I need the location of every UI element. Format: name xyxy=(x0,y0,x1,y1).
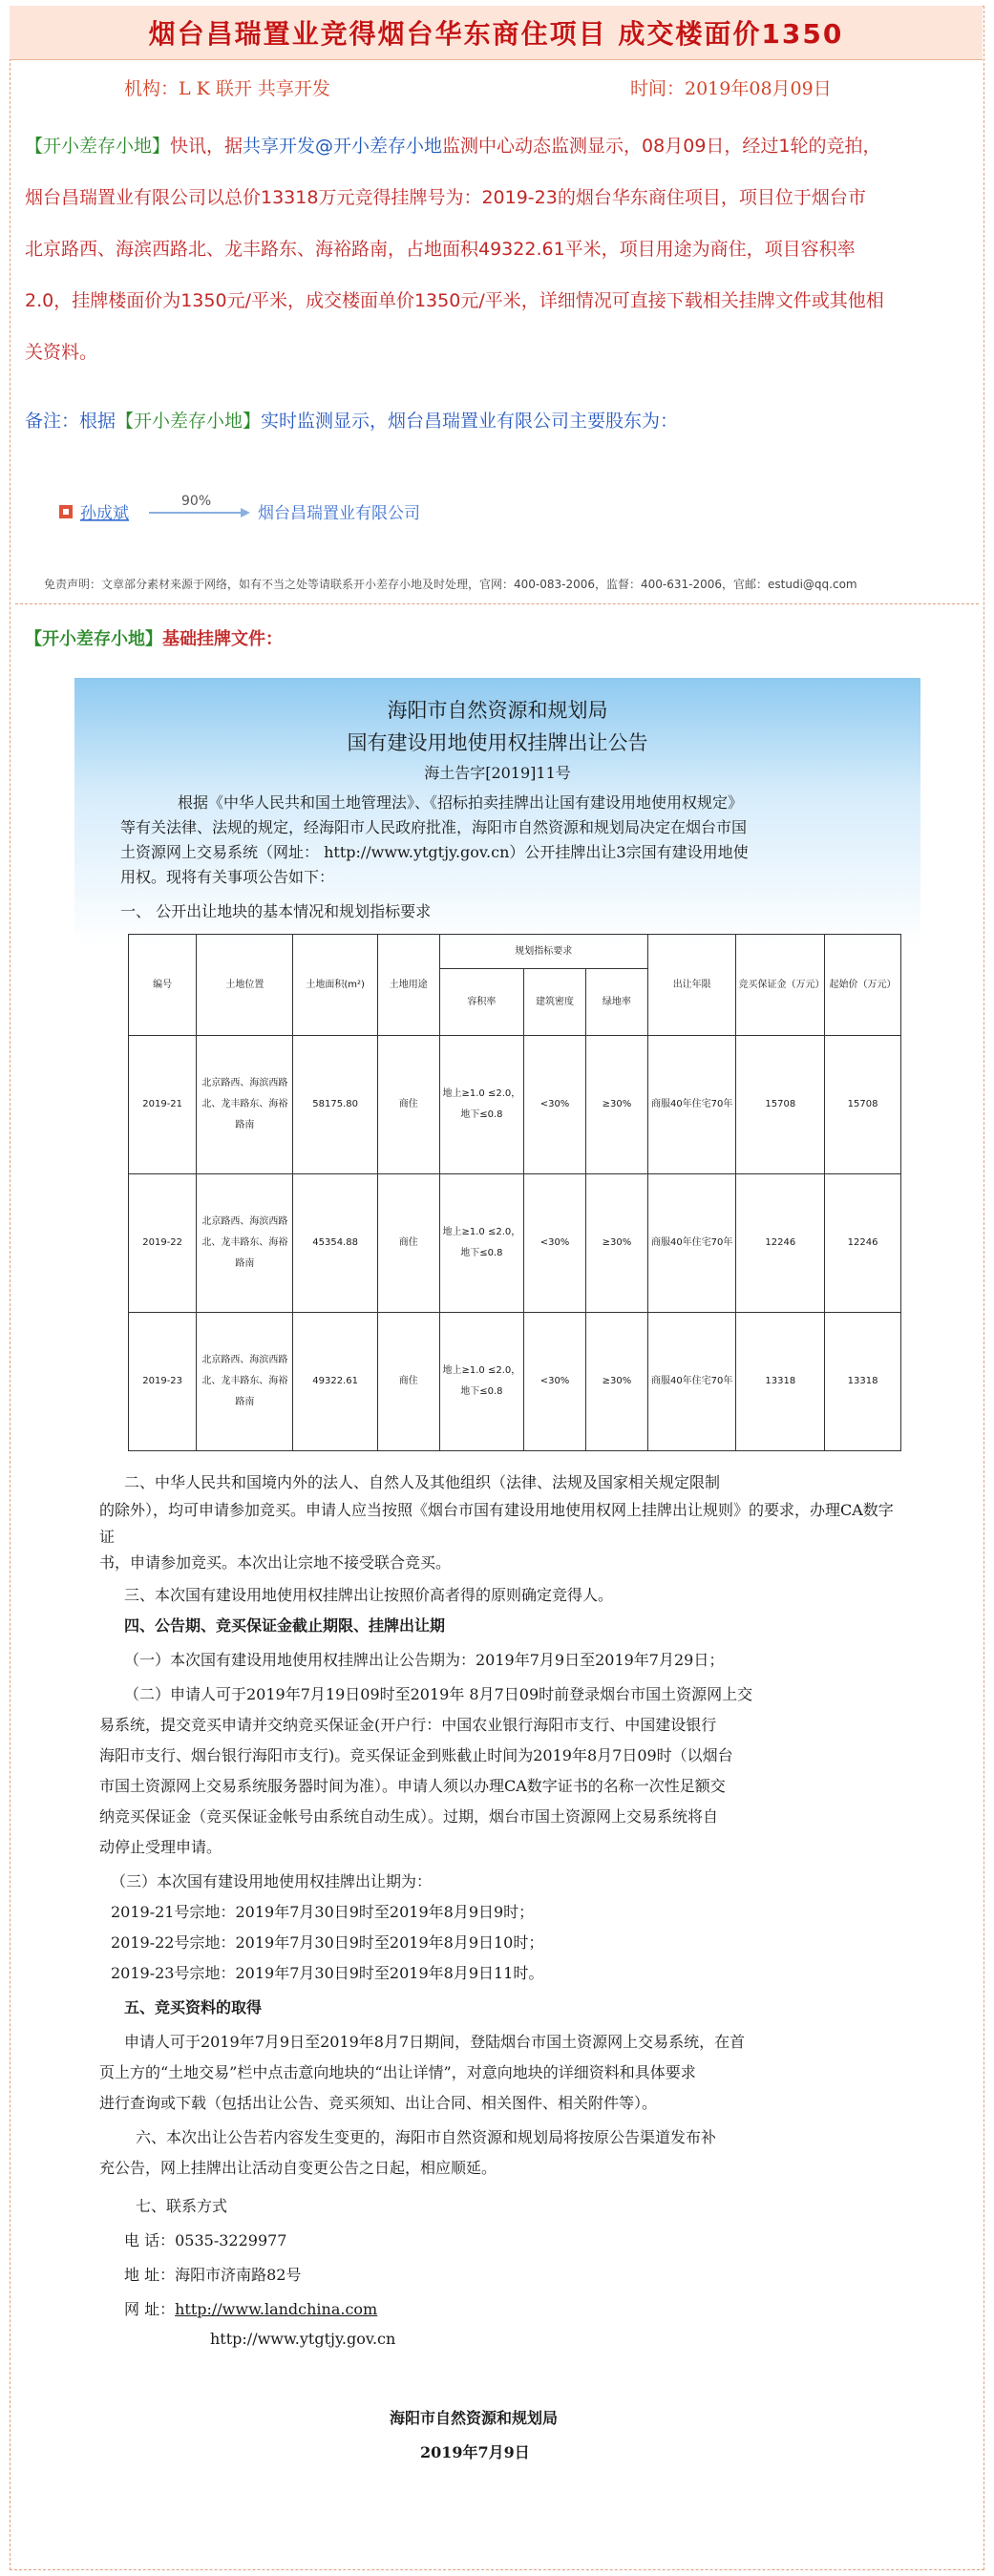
intro-line-4: 2.0，挂牌楼面价为1350元/平米，成交楼面单价1350元/平米，详细情况可直接下载相关挂牌文件或其他相 xyxy=(25,290,884,311)
doc-para-6: 六、本次出让公告若内容发生变更的，海阳市自然资源和规划局将按原公告渠道发布补 xyxy=(136,2128,717,2146)
col-deposit: 竞买保证金（万元） xyxy=(736,935,825,1036)
col-term: 出让年限 xyxy=(647,935,736,1036)
col-no: 编号 xyxy=(129,935,197,1036)
land-table xyxy=(128,934,901,1451)
page-title: 烟台昌瑞置业竞得烟台华东商住项目 成交楼面价1350 xyxy=(148,18,844,50)
doc-para-3: 三、本次国有建设用地使用权挂牌出让按照价高者得的原则确定竞得人。 xyxy=(124,1586,614,1604)
contact-website: 网 址：http://www.landchina.com xyxy=(124,2300,378,2318)
doc-section-1: 一、 公开出让地块的基本情况和规划指标要求 xyxy=(120,902,432,920)
col-green: 绿地率 xyxy=(585,969,647,1036)
shareholder-diagram xyxy=(57,482,497,539)
col-plan: 规划指标要求 xyxy=(439,935,647,969)
website-link-1[interactable]: http://www.landchina.com xyxy=(175,2300,378,2318)
doc-para-6: 充公告，网上挂牌出让活动自变更公告之日起，相应顺延。 xyxy=(99,2159,497,2177)
intro-line-3: 北京路西、海滨西路北、龙丰路东、海裕路南，占地面积49322.61平米，项目用途为商住，项目容积率 xyxy=(25,239,856,260)
announcement-document xyxy=(74,678,920,2511)
arrow-head-icon xyxy=(241,508,250,517)
col-start-price: 起始价（万元） xyxy=(825,935,901,1036)
source-link[interactable]: 共享开发@开小差存小地 xyxy=(243,136,443,157)
intro-text: 快讯，据 xyxy=(170,136,243,157)
org-info: 机构：L K 联开 共享开发 xyxy=(124,78,330,99)
signature-org: 海阳市自然资源和规划局 xyxy=(390,2409,559,2427)
doc-number: 海土告字[2019]11号 xyxy=(424,764,571,782)
doc-para-5: 进行查询或下载（包括出让公告、竞买须知、出让合同、相关图件、相关附件等）。 xyxy=(99,2094,658,2112)
doc-para-4a: （一）本次国有建设用地使用权挂牌出让公告期为：2019年7月9日至2019年7月29日； xyxy=(124,1651,725,1669)
doc-para-4b: 动停止受理申请。 xyxy=(99,1838,222,1856)
col-area: 土地面积(m²) xyxy=(293,935,377,1036)
divider xyxy=(15,603,979,604)
doc-title: 国有建设用地使用权挂牌出让公告 xyxy=(347,731,648,754)
col-location: 土地位置 xyxy=(197,935,293,1036)
doc-para-1: 根据《中华人民共和国土地管理法》、《招标拍卖挂牌出让国有建设用地使用权规定》 xyxy=(178,793,744,812)
doc-para-2: 的除外），均可申请参加竞买。申请人应当按照《烟台市国有建设用地使用权网上挂牌出让规则》的要求，办理CA数字证 xyxy=(99,1501,894,1546)
col-far: 容积率 xyxy=(439,969,523,1036)
contact-phone: 电 话：0535-3229977 xyxy=(124,2231,287,2249)
doc-para-1: 等有关法律、法规的规定，经海阳市人民政府批准，海阳市自然资源和规划局决定在烟台市国 xyxy=(120,818,748,836)
doc-para-4b: （二）申请人可于2019年7月19日09时至2019年 8月7日09时前登录烟台市国土资源网上交 xyxy=(124,1685,753,1703)
table-row: 2019-21 北京路西、海滨西路北、龙丰路东、海裕路南 58175.80 商住 地上≥1.0 ≤2.0，地下≤0.8 <30% ≥30% 商服40年住宅70年 15708 15708 xyxy=(129,1036,901,1174)
disclaimer: 免责声明：文章部分素材来源于网络，如有不当之处等请联系开小差存小地及时处理，官网：400-083-2006，监督：400-631-2006，官邮：estudi@qq.com xyxy=(44,578,857,591)
signature-date: 2019年7月9日 xyxy=(420,2443,530,2461)
doc-section-4: 四、公告期、竞买保证金截止期限、挂牌出让期 xyxy=(124,1616,446,1635)
col-density: 建筑密度 xyxy=(524,969,586,1036)
brand-tag: 【开小差存小地】 xyxy=(25,136,171,157)
shareholder-company[interactable]: 烟台昌瑞置业有限公司 xyxy=(258,504,420,523)
doc-para-2: 二、中华人民共和国境内外的法人、自然人及其他组织（法律、法规及国家相关规定限制 xyxy=(124,1473,721,1491)
intro-line-1 xyxy=(25,120,970,172)
title-bar xyxy=(10,6,983,60)
shareholder-note: 备注：根据【开小差存小地】实时监测显示，烟台昌瑞置业有限公司主要股东为： xyxy=(25,411,679,432)
intro-line-5: 关资料。 xyxy=(25,342,98,363)
doc-para-4b: 易系统，提交竞买申请并交纳竞买保证金(开户行：中国农业银行海阳市支行、中国建设银行 xyxy=(99,1716,717,1734)
intro-line-2: 烟台昌瑞置业有限公司以总价13318万元竞得挂牌号为：2019-23的烟台华东商住项目，项目位于烟台市 xyxy=(25,187,866,208)
doc-para-4b: 市国土资源网上交易系统服务器时间为准）。申请人须以办理CA数字证书的名称一次性足额交 xyxy=(99,1777,726,1795)
doc-issuer: 海阳市自然资源和规划局 xyxy=(387,699,608,722)
col-use: 土地用途 xyxy=(377,935,439,1036)
doc-para-4b: 纳竞买保证金（竞买保证金帐号由系统自动生成）。过期，烟台市国土资源网上交易系统将自 xyxy=(99,1807,719,1826)
section-title: 【开小差存小地】基础挂牌文件： xyxy=(25,629,283,649)
shareholder-person[interactable]: 孙成斌 xyxy=(80,504,129,523)
doc-para-5: 申请人可于2019年7月9日至2019年8月7日期间，登陆烟台市国土资源网上交易系统，在首 xyxy=(124,2033,746,2051)
doc-section-7: 七、联系方式 xyxy=(136,2197,228,2215)
doc-section-5: 五、竞买资料的取得 xyxy=(124,1998,263,2016)
publish-time: 时间：2019年08月09日 xyxy=(630,78,832,99)
contact-address: 地 址：海阳市济南路82号 xyxy=(124,2266,302,2284)
doc-para-4c: 2019-23号宗地：2019年7月30日9时至2019年8月9日11时。 xyxy=(111,1964,544,1982)
table-row: 2019-23 北京路西、海滨西路北、龙丰路东、海裕路南 49322.61 商住 地上≥1.0 ≤2.0，地下≤0.8 <30% ≥30% 商服40年住宅70年 13318 13318 xyxy=(129,1313,901,1451)
doc-para-5: 页上方的“土地交易”栏中点击意向地块的“出让详情”，对意向地块的详细资料和具体要求 xyxy=(99,2063,696,2081)
doc-para-1: 土资源网上交易系统（网址： http://www.ytgtjy.gov.cn）公开挂牌出让3宗国有建设用地使 xyxy=(120,843,749,861)
website-link-2[interactable]: http://www.ytgtjy.gov.cn xyxy=(210,2330,396,2348)
doc-para-2: 书，申请参加竞买。本次出让宗地不接受联合竞买。 xyxy=(99,1553,452,1572)
intro-text: 监测中心动态监测显示，08月09日，经过1轮的竞拍， xyxy=(442,136,881,157)
doc-para-1: 用权。现将有关事项公告如下： xyxy=(120,868,335,886)
doc-para-4c: 2019-21号宗地：2019年7月30日9时至2019年8月9日9时； xyxy=(111,1903,535,1921)
doc-para-4c: 2019-22号宗地：2019年7月30日9时至2019年8月9日10时； xyxy=(111,1933,544,1952)
table-row: 2019-22 北京路西、海滨西路北、龙丰路东、海裕路南 45354.88 商住 地上≥1.0 ≤2.0，地下≤0.8 <30% ≥30% 商服40年住宅70年 12246 12246 xyxy=(129,1174,901,1313)
doc-para-4c: （三）本次国有建设用地使用权挂牌出让期为： xyxy=(111,1872,433,1890)
brand-tag: 【开小差存小地】 xyxy=(25,629,162,649)
shareholder-percent: 90% xyxy=(181,494,212,509)
doc-para-4b: 海阳市支行、烟台银行海阳市支行)。竞买保证金到账截止时间为2019年8月7日09时（以烟台 xyxy=(99,1746,733,1764)
brand-tag: 【开小差存小地】 xyxy=(116,411,262,432)
